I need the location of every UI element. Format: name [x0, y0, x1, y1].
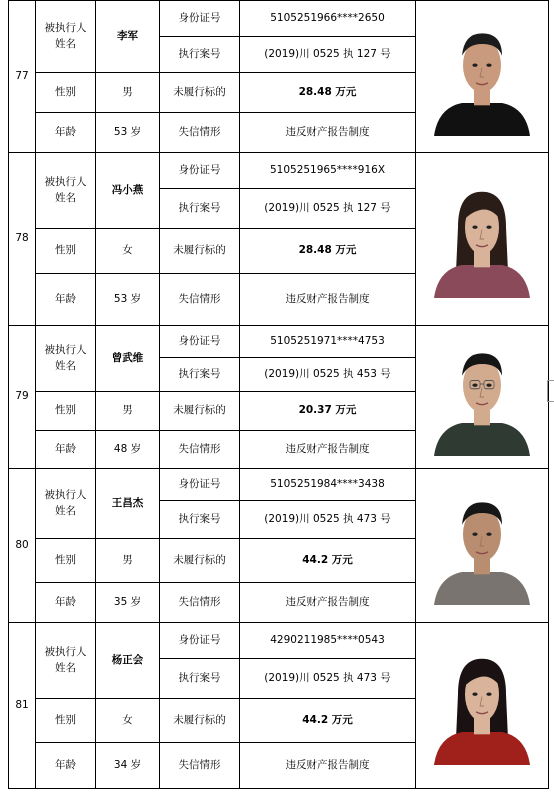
dishonesty-label: 失信情形	[160, 274, 240, 326]
case-label: 执行案号	[160, 189, 240, 229]
unfulfilled-amount: 20.37 万元	[240, 392, 416, 431]
age-label: 年龄	[36, 113, 96, 153]
case-number: (2019)川 0525 执 127 号	[240, 37, 416, 73]
debtor-name: 李军	[96, 1, 160, 73]
page-edge-marker	[547, 380, 554, 402]
record-number: 81	[9, 623, 36, 789]
case-label: 执行案号	[160, 659, 240, 699]
name-label	[36, 326, 96, 392]
id-label: 身份证号	[160, 469, 240, 501]
gender-value: 男	[96, 73, 160, 113]
case-number: (2019)川 0525 执 453 号	[240, 358, 416, 392]
gender-label: 性别	[36, 539, 96, 583]
name-label	[36, 153, 96, 229]
record-number: 78	[9, 153, 36, 326]
gender-label: 性别	[36, 229, 96, 274]
name-label	[36, 623, 96, 699]
debtor-name: 曾武维	[96, 326, 160, 392]
id-label: 身份证号	[160, 1, 240, 37]
portrait-photo	[432, 180, 532, 298]
age-value: 53 岁	[96, 113, 160, 153]
unfulfilled-label: 未履行标的	[160, 229, 240, 274]
photo-cell	[416, 153, 549, 326]
record-row-id	[9, 326, 549, 358]
age-value: 53 岁	[96, 274, 160, 326]
gender-label: 性别	[36, 73, 96, 113]
dishonesty-situation: 违反财产报告制度	[240, 431, 416, 469]
case-label: 执行案号	[160, 37, 240, 73]
dishonesty-situation: 违反财产报告制度	[240, 743, 416, 789]
id-label: 身份证号	[160, 623, 240, 659]
id-number: 4290211985****0543	[240, 623, 416, 659]
unfulfilled-label: 未履行标的	[160, 73, 240, 113]
case-number: (2019)川 0525 执 127 号	[240, 189, 416, 229]
case-label: 执行案号	[160, 358, 240, 392]
dishonesty-label: 失信情形	[160, 743, 240, 789]
name-label-line: 被执行人 姓名	[44, 645, 87, 674]
name-label-line: 被执行人 姓名	[44, 488, 87, 517]
case-number: (2019)川 0525 执 473 号	[240, 501, 416, 539]
portrait-photo	[432, 338, 532, 456]
portrait-photo	[432, 487, 532, 605]
unfulfilled-label: 未履行标的	[160, 392, 240, 431]
record-number: 80	[9, 469, 36, 623]
age-label: 年龄	[36, 583, 96, 623]
age-label: 年龄	[36, 274, 96, 326]
id-number: 5105251984****3438	[240, 469, 416, 501]
record-row-id	[9, 469, 549, 501]
unfulfilled-amount: 28.48 万元	[240, 229, 416, 274]
debtor-name: 冯小燕	[96, 153, 160, 229]
id-label: 身份证号	[160, 326, 240, 358]
gender-value: 男	[96, 392, 160, 431]
gender-value: 女	[96, 699, 160, 743]
debtor-table	[8, 0, 549, 789]
dishonesty-situation: 违反财产报告制度	[240, 113, 416, 153]
dishonesty-situation: 违反财产报告制度	[240, 274, 416, 326]
gender-value: 女	[96, 229, 160, 274]
dishonesty-label: 失信情形	[160, 583, 240, 623]
unfulfilled-amount: 28.48 万元	[240, 73, 416, 113]
age-value: 34 岁	[96, 743, 160, 789]
unfulfilled-amount: 44.2 万元	[240, 539, 416, 583]
age-label: 年龄	[36, 431, 96, 469]
gender-label: 性别	[36, 392, 96, 431]
unfulfilled-label: 未履行标的	[160, 699, 240, 743]
photo-cell	[416, 623, 549, 789]
case-label: 执行案号	[160, 501, 240, 539]
portrait-photo	[432, 18, 532, 136]
name-label	[36, 1, 96, 73]
name-label-line: 被执行人 姓名	[44, 343, 87, 372]
unfulfilled-amount: 44.2 万元	[240, 699, 416, 743]
age-label: 年龄	[36, 743, 96, 789]
record-row-id	[9, 153, 549, 189]
unfulfilled-label: 未履行标的	[160, 539, 240, 583]
photo-cell	[416, 326, 549, 469]
dishonesty-label: 失信情形	[160, 431, 240, 469]
record-row-id	[9, 1, 549, 37]
id-number: 5105251965****916X	[240, 153, 416, 189]
id-number: 5105251971****4753	[240, 326, 416, 358]
photo-cell	[416, 469, 549, 623]
id-number: 5105251966****2650	[240, 1, 416, 37]
name-label	[36, 469, 96, 539]
debtor-name: 杨正会	[96, 623, 160, 699]
photo-cell	[416, 1, 549, 153]
dishonesty-situation: 违反财产报告制度	[240, 583, 416, 623]
record-number: 79	[9, 326, 36, 469]
age-value: 48 岁	[96, 431, 160, 469]
age-value: 35 岁	[96, 583, 160, 623]
debtor-name: 王昌杰	[96, 469, 160, 539]
id-label: 身份证号	[160, 153, 240, 189]
gender-label: 性别	[36, 699, 96, 743]
portrait-photo	[432, 647, 532, 765]
dishonesty-label: 失信情形	[160, 113, 240, 153]
name-label-line: 被执行人 姓名	[44, 175, 87, 204]
gender-value: 男	[96, 539, 160, 583]
name-label-line: 被执行人 姓名	[44, 21, 87, 50]
record-number: 77	[9, 1, 36, 153]
record-row-id	[9, 623, 549, 659]
case-number: (2019)川 0525 执 473 号	[240, 659, 416, 699]
